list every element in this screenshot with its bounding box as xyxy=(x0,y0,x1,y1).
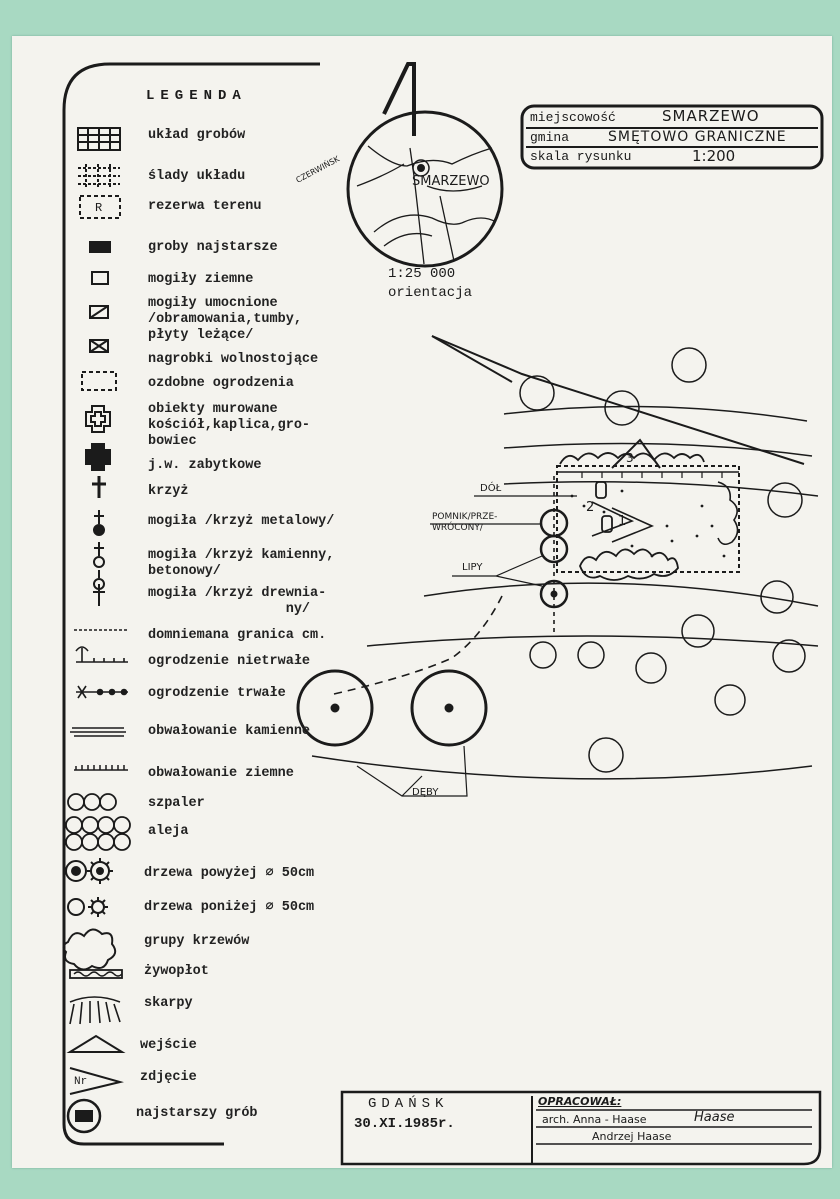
legend-label: ślady układu xyxy=(148,169,246,184)
orientation-place-small: CZERWIŃSK xyxy=(294,154,342,185)
hedge-icon xyxy=(74,972,122,976)
grave-mound-icon xyxy=(596,482,606,498)
legend-label: układ grobów xyxy=(148,128,246,143)
legend-label: j.w. zabytkowe xyxy=(148,458,262,473)
avenue-icon xyxy=(66,817,130,850)
legend-label: rezerwa terenu xyxy=(148,199,262,214)
legend-label: aleja xyxy=(148,824,189,839)
legend-label: wejście xyxy=(140,1038,197,1053)
photo-number-3: 3 xyxy=(626,451,634,465)
legend-label: mogiła /krzyż kamienny, betonowy/ xyxy=(148,548,335,579)
photo-icon-letters: Nr xyxy=(74,1076,88,1088)
shrub-group-bottom xyxy=(580,549,678,580)
scale-label: skala rysunku xyxy=(530,149,632,164)
document-sheet xyxy=(12,36,832,1168)
plan-label-lindens: LIPY xyxy=(462,562,483,573)
permanent-fence-icon xyxy=(76,686,128,698)
legend-label: obwałowanie kamienne xyxy=(148,724,311,739)
earth-embankment-icon xyxy=(74,765,128,770)
legend-label: żywopłot xyxy=(144,964,209,979)
orientation-place-main: SMARZEWO xyxy=(412,174,490,189)
prepared-label: OPRACOWAŁ: xyxy=(538,1095,622,1108)
reinforced-grave-icon xyxy=(90,306,108,318)
legend-label: mogiła /krzyż drewnia- ny/ xyxy=(148,586,327,617)
plan-label-monument: POMNIK/PRZE- WRÓCONY/ xyxy=(432,512,498,533)
legend-label: nagrobki wolnostojące xyxy=(148,352,319,367)
plan-contour-lines xyxy=(312,406,818,778)
grave-grid-icon xyxy=(78,128,120,150)
legend-label: domniemana granica cm. xyxy=(148,628,327,643)
decorative-fence-icon xyxy=(82,372,116,390)
plan-label-oaks: DĘBY xyxy=(412,787,439,798)
stone-cross-grave-icon xyxy=(94,542,104,567)
author-1: arch. Anna - Haase xyxy=(542,1113,647,1126)
legend-label: groby najstarsze xyxy=(148,240,278,255)
legend-heading: LEGENDA xyxy=(146,88,247,104)
slope-icon xyxy=(70,997,120,1024)
locality-value: SMARZEWO xyxy=(662,107,760,125)
orientation-scale: 1:25 000 xyxy=(388,266,456,282)
photo-number-1: 1 xyxy=(618,514,627,529)
author-2: Andrzej Haase xyxy=(592,1130,672,1143)
village-marker-icon xyxy=(418,165,424,171)
legend-label: mogiła /krzyż metalowy/ xyxy=(148,514,335,529)
legend-label: ogrodzenie nietrwałe xyxy=(148,654,311,669)
earth-mound-icon xyxy=(92,272,108,284)
cross-icon xyxy=(92,476,106,498)
tree-row-icon xyxy=(68,794,116,810)
legend-label: najstarszy grób xyxy=(136,1106,258,1121)
orientation-label: orientacja xyxy=(388,285,473,301)
metal-cross-grave-icon xyxy=(94,510,104,535)
plan-diagonal-road xyxy=(432,336,804,464)
legend-label: mogiły umocnione /obramowania,tumby, płyty leżące/ xyxy=(148,296,302,343)
legend-label: drzewa powyżej ⌀ 50cm xyxy=(144,866,315,881)
grave-grid-traces-icon xyxy=(78,164,120,188)
land-reserve-icon-letter: R xyxy=(95,201,103,215)
legend-label: zdjęcie xyxy=(140,1070,197,1085)
plan-label-pit: DÓŁ xyxy=(480,483,502,494)
footer-date: 30.XI.1985r. xyxy=(354,1116,455,1132)
legend-label: mogiły ziemne xyxy=(148,272,254,287)
legend-label: ozdobne ogrodzenia xyxy=(148,376,294,391)
legend-label: obiekty murowane kościół,kaplica,gro- bowiec xyxy=(148,402,311,449)
legend-label: skarpy xyxy=(144,996,193,1011)
legend-label: grupy krzewów xyxy=(144,934,250,949)
north-arrow-icon xyxy=(384,64,414,136)
signature: Haase xyxy=(694,1110,735,1125)
shrub-group-icon xyxy=(63,929,115,969)
oak-tree-trunk xyxy=(446,705,453,712)
plan-diagonal-road xyxy=(432,336,512,382)
small-trees-icon xyxy=(68,897,108,917)
oldest-graves-icon xyxy=(90,242,110,252)
oldest-grave-icon xyxy=(68,1100,100,1132)
locality-label: miejscowość xyxy=(530,110,616,125)
legend-label: ogrodzenie trwałe xyxy=(148,686,286,701)
large-trees-icon xyxy=(66,858,113,884)
oak-tree-trunk xyxy=(332,705,339,712)
brick-building-icon xyxy=(86,406,110,432)
legend-label: szpaler xyxy=(148,796,205,811)
fence-ticks xyxy=(582,472,722,478)
photo-number-2: 2 xyxy=(586,500,595,515)
shrub-group-right xyxy=(718,482,738,544)
footer-city: GDAŃSK xyxy=(368,1096,449,1112)
stone-embankment-icon xyxy=(70,728,126,736)
commune-value: SMĘTOWO GRANICZNE xyxy=(608,129,787,145)
temporary-fence-icon xyxy=(76,647,128,662)
drawing-canvas xyxy=(12,36,832,1168)
historic-building-icon xyxy=(86,444,110,470)
linden-tree-trunk xyxy=(552,592,557,597)
legend-label: obwałowanie ziemne xyxy=(148,766,294,781)
freestanding-tombstone-icon xyxy=(90,340,108,352)
commune-label: gmina xyxy=(530,130,570,145)
entrance-icon xyxy=(70,1036,122,1052)
scale-value: 1:200 xyxy=(692,147,736,165)
legend-label: drzewa poniżej ⌀ 50cm xyxy=(144,900,315,915)
brick-building-icon xyxy=(91,412,105,426)
legend-label: krzyż xyxy=(148,484,189,499)
